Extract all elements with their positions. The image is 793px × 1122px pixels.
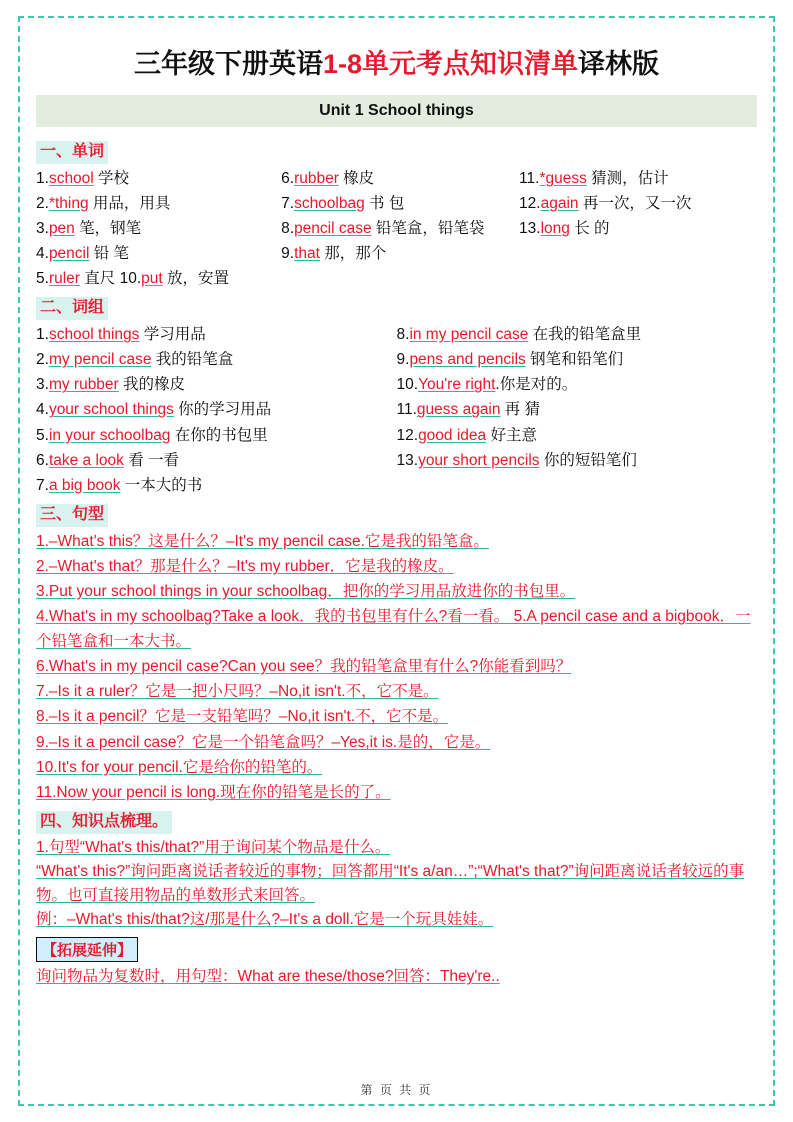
phrase-cn: 我的铅笔盒 [151, 351, 234, 369]
word-cn: 再一次，又一次 [578, 194, 692, 212]
phrase-item [397, 347, 758, 372]
phrases-column-right [397, 322, 758, 498]
word-number: 3. [36, 220, 49, 238]
sentence-item: 2.–What's that？那是什么？–It's my rubber．它是我的橡皮。 [36, 557, 454, 575]
word-en: rubber [294, 169, 339, 187]
word-number: 13. [519, 220, 541, 238]
word-en: ruler [48, 270, 80, 288]
word-cn: 那，那个 [319, 245, 387, 263]
word-number: 7. [281, 194, 295, 212]
word-en: that [294, 245, 320, 263]
word-en: *thing [48, 194, 89, 212]
phrase-number: 10. [396, 376, 419, 394]
extend-badge: 【拓展延伸】 [36, 937, 138, 962]
phrase-item [36, 448, 397, 473]
word-cn: 直尺 [79, 270, 120, 288]
phrase-number: 8. [396, 326, 410, 344]
word-cn: 书 包 [364, 194, 405, 212]
sentence-item: 11.Now your pencil is long.现在你的铅笔是长的了。 [36, 783, 391, 801]
word-number: 10. [119, 270, 142, 288]
phrase-en: my pencil case [48, 351, 152, 369]
document-page [18, 16, 775, 1106]
phrase-en: You're right [418, 376, 496, 394]
word-en: schoolbag [294, 194, 365, 212]
sentence-item: 8.–Is it a pencil？它是一支铅笔吗？–No,it isn't.不，它不是。 [36, 708, 449, 726]
point-item: 例：–What's this/that?这/那是什么?–It's a doll.它是一个玩具娃娃。 [36, 910, 494, 928]
phrase-en: my rubber [48, 376, 119, 394]
word-number: 8. [281, 220, 295, 238]
phrase-cn: 看 一看 [123, 451, 180, 469]
word-item [519, 216, 757, 241]
word-en: pen [48, 220, 75, 238]
page-footer: 第 页 共 页 [360, 1083, 433, 1097]
word-item [519, 166, 757, 191]
section-heading-points: 四、知识点梳理。 [36, 811, 172, 834]
phrases-columns [36, 322, 757, 498]
phrase-item [36, 322, 397, 347]
phrase-cn: 在我的铅笔盒里 [528, 326, 642, 344]
section-phrases [36, 291, 757, 498]
word-item [519, 191, 757, 216]
section-heading-words: 一、单词 [36, 141, 108, 164]
word-number: 11. [519, 169, 540, 187]
sentence-item: 1.–What's this？这是什么？–It's my pencil case.它是我的铅笔盒。 [36, 532, 489, 550]
word-cn: 猜测，估计 [586, 169, 669, 187]
title-part-3: 译林版 [578, 49, 660, 79]
word-number: 12. [519, 194, 541, 212]
phrase-en: in your schoolbag [48, 426, 171, 444]
sentence-item: 3.Put your school things in your schoolbag．把你的学习用品放进你的书包里。 [36, 582, 576, 600]
word-item [281, 191, 519, 216]
word-cn: 橡皮 [338, 169, 375, 187]
word-en: pencil case [294, 220, 372, 238]
section-heading-sentences: 三、句型 [36, 504, 108, 527]
words-column-2 [281, 166, 519, 292]
word-en: *guess [539, 169, 587, 187]
word-number: 4. [36, 245, 49, 263]
phrase-item [397, 322, 758, 347]
word-cn: 铅笔盒，铅笔袋 [371, 220, 485, 238]
phrase-cn: 好主意 [486, 426, 537, 444]
phrase-number: 1. [36, 326, 49, 344]
section-heading-phrases: 二、词组 [36, 297, 108, 320]
page-title [36, 42, 757, 81]
phrase-cn: .你是对的。 [495, 376, 578, 394]
word-en: long [540, 220, 570, 238]
phrase-cn: 一本大的书 [120, 476, 203, 494]
word-cn: 学校 [93, 169, 130, 187]
word-number: 6. [281, 169, 295, 187]
word-number: 2. [36, 194, 49, 212]
phrase-item [397, 372, 758, 397]
word-number: 5. [36, 270, 49, 288]
word-item [36, 216, 281, 241]
phrase-number: 3. [36, 376, 49, 394]
word-number: 1. [36, 169, 49, 187]
word-cn: 铅 笔 [89, 245, 130, 263]
word-en: put [141, 270, 163, 288]
word-item [281, 216, 519, 241]
sentence-item: 6.What's in my pencil case?Can you see？我的铅笔盒里有什么?你能看到吗？ [36, 658, 572, 676]
phrase-item [397, 423, 758, 448]
sentence-item: 7.–Is it a ruler？它是一把小尺吗？–No,it isn't.不，它不是。 [36, 683, 439, 701]
word-en: school [48, 169, 94, 187]
words-columns [36, 166, 757, 292]
phrase-en: guess again [416, 401, 501, 419]
phrase-en: school things [48, 326, 140, 344]
phrase-number: 13. [396, 451, 419, 469]
phrase-en: pens and pencils [409, 351, 526, 369]
unit-heading: Unit 1 School things [36, 95, 757, 127]
phrase-en: a big book [48, 476, 121, 494]
phrase-en: good idea [418, 426, 487, 444]
phrase-number: 9. [396, 351, 410, 369]
phrase-item [36, 397, 397, 422]
phrase-cn: 你的短铅笔们 [539, 451, 637, 469]
point-item: 1.句型“What's this/that?”用于询问某个物品是什么。 [36, 838, 391, 856]
word-cn: 笔，钢笔 [74, 220, 142, 238]
sentence-item: 4.What's in my schoolbag?Take a look．我的书包里有什么?看一看。 5.A pencil case and a bigbook．一个铅笔盒和一本大书。 [36, 608, 751, 651]
phrase-item [36, 423, 397, 448]
phrase-item [397, 397, 758, 422]
phrase-en: in my pencil case [409, 326, 529, 344]
title-part-2: 1-8单元考点知识清单 [322, 49, 579, 79]
phrase-en: your short pencils [418, 451, 540, 469]
phrase-cn: 再 猜 [500, 401, 541, 419]
phrase-en: take a look [48, 451, 124, 469]
phrase-number: 12. [396, 426, 419, 444]
phrase-item [36, 347, 397, 372]
section-words [36, 135, 757, 291]
phrase-cn: 钢笔和铅笔们 [525, 351, 624, 369]
point-item: “What's this?”询问距离说话者较近的事物；回答都用“It's a/an…”;“What's that?”询问距离说话者较远的事物。也可直接用物品的单数形式来回答。 [36, 862, 745, 904]
phrase-number: 11. [396, 401, 417, 419]
phrase-number: 7. [36, 476, 49, 494]
word-en: pencil [48, 245, 90, 263]
word-item [281, 166, 519, 191]
word-item [36, 166, 281, 191]
word-item [36, 191, 281, 216]
sentence-item: 9.–Is it a pencil case？它是一个铅笔盒吗？–Yes,it is.是的，它是。 [36, 733, 491, 751]
phrase-cn: 我的橡皮 [118, 376, 186, 394]
word-cn: 放，安置 [162, 270, 230, 288]
words-column-3 [519, 166, 757, 292]
word-item [36, 241, 281, 266]
section-sentences [36, 498, 757, 805]
phrase-item [397, 448, 758, 473]
sentence-item: 10.It's for your pencil.它是给你的铅笔的。 [36, 758, 323, 776]
phrase-number: 2. [36, 351, 49, 369]
extend-text: 询问物品为复数时，用句型：What are these/those?回答：They're.. [36, 967, 500, 985]
word-number: 9. [281, 245, 295, 263]
phrase-item [36, 473, 397, 498]
phrase-cn: 你的学习用品 [173, 401, 272, 419]
words-column-1 [36, 166, 281, 292]
phrase-item [36, 372, 397, 397]
word-item [36, 266, 281, 291]
phrase-cn: 学习用品 [139, 326, 206, 344]
phrase-cn: 在你的书包里 [170, 426, 268, 444]
word-en: again [540, 194, 579, 212]
phrases-column-left [36, 322, 397, 498]
phrase-number: 5. [36, 426, 49, 444]
word-cn: 长 的 [569, 220, 610, 238]
phrase-en: your school things [48, 401, 174, 419]
word-cn: 用品，用具 [88, 194, 171, 212]
word-item [281, 241, 519, 266]
phrase-number: 4. [36, 401, 49, 419]
section-points [36, 805, 757, 989]
title-part-1: 三年级下册英语 [133, 49, 323, 79]
phrase-number: 6. [36, 451, 49, 469]
